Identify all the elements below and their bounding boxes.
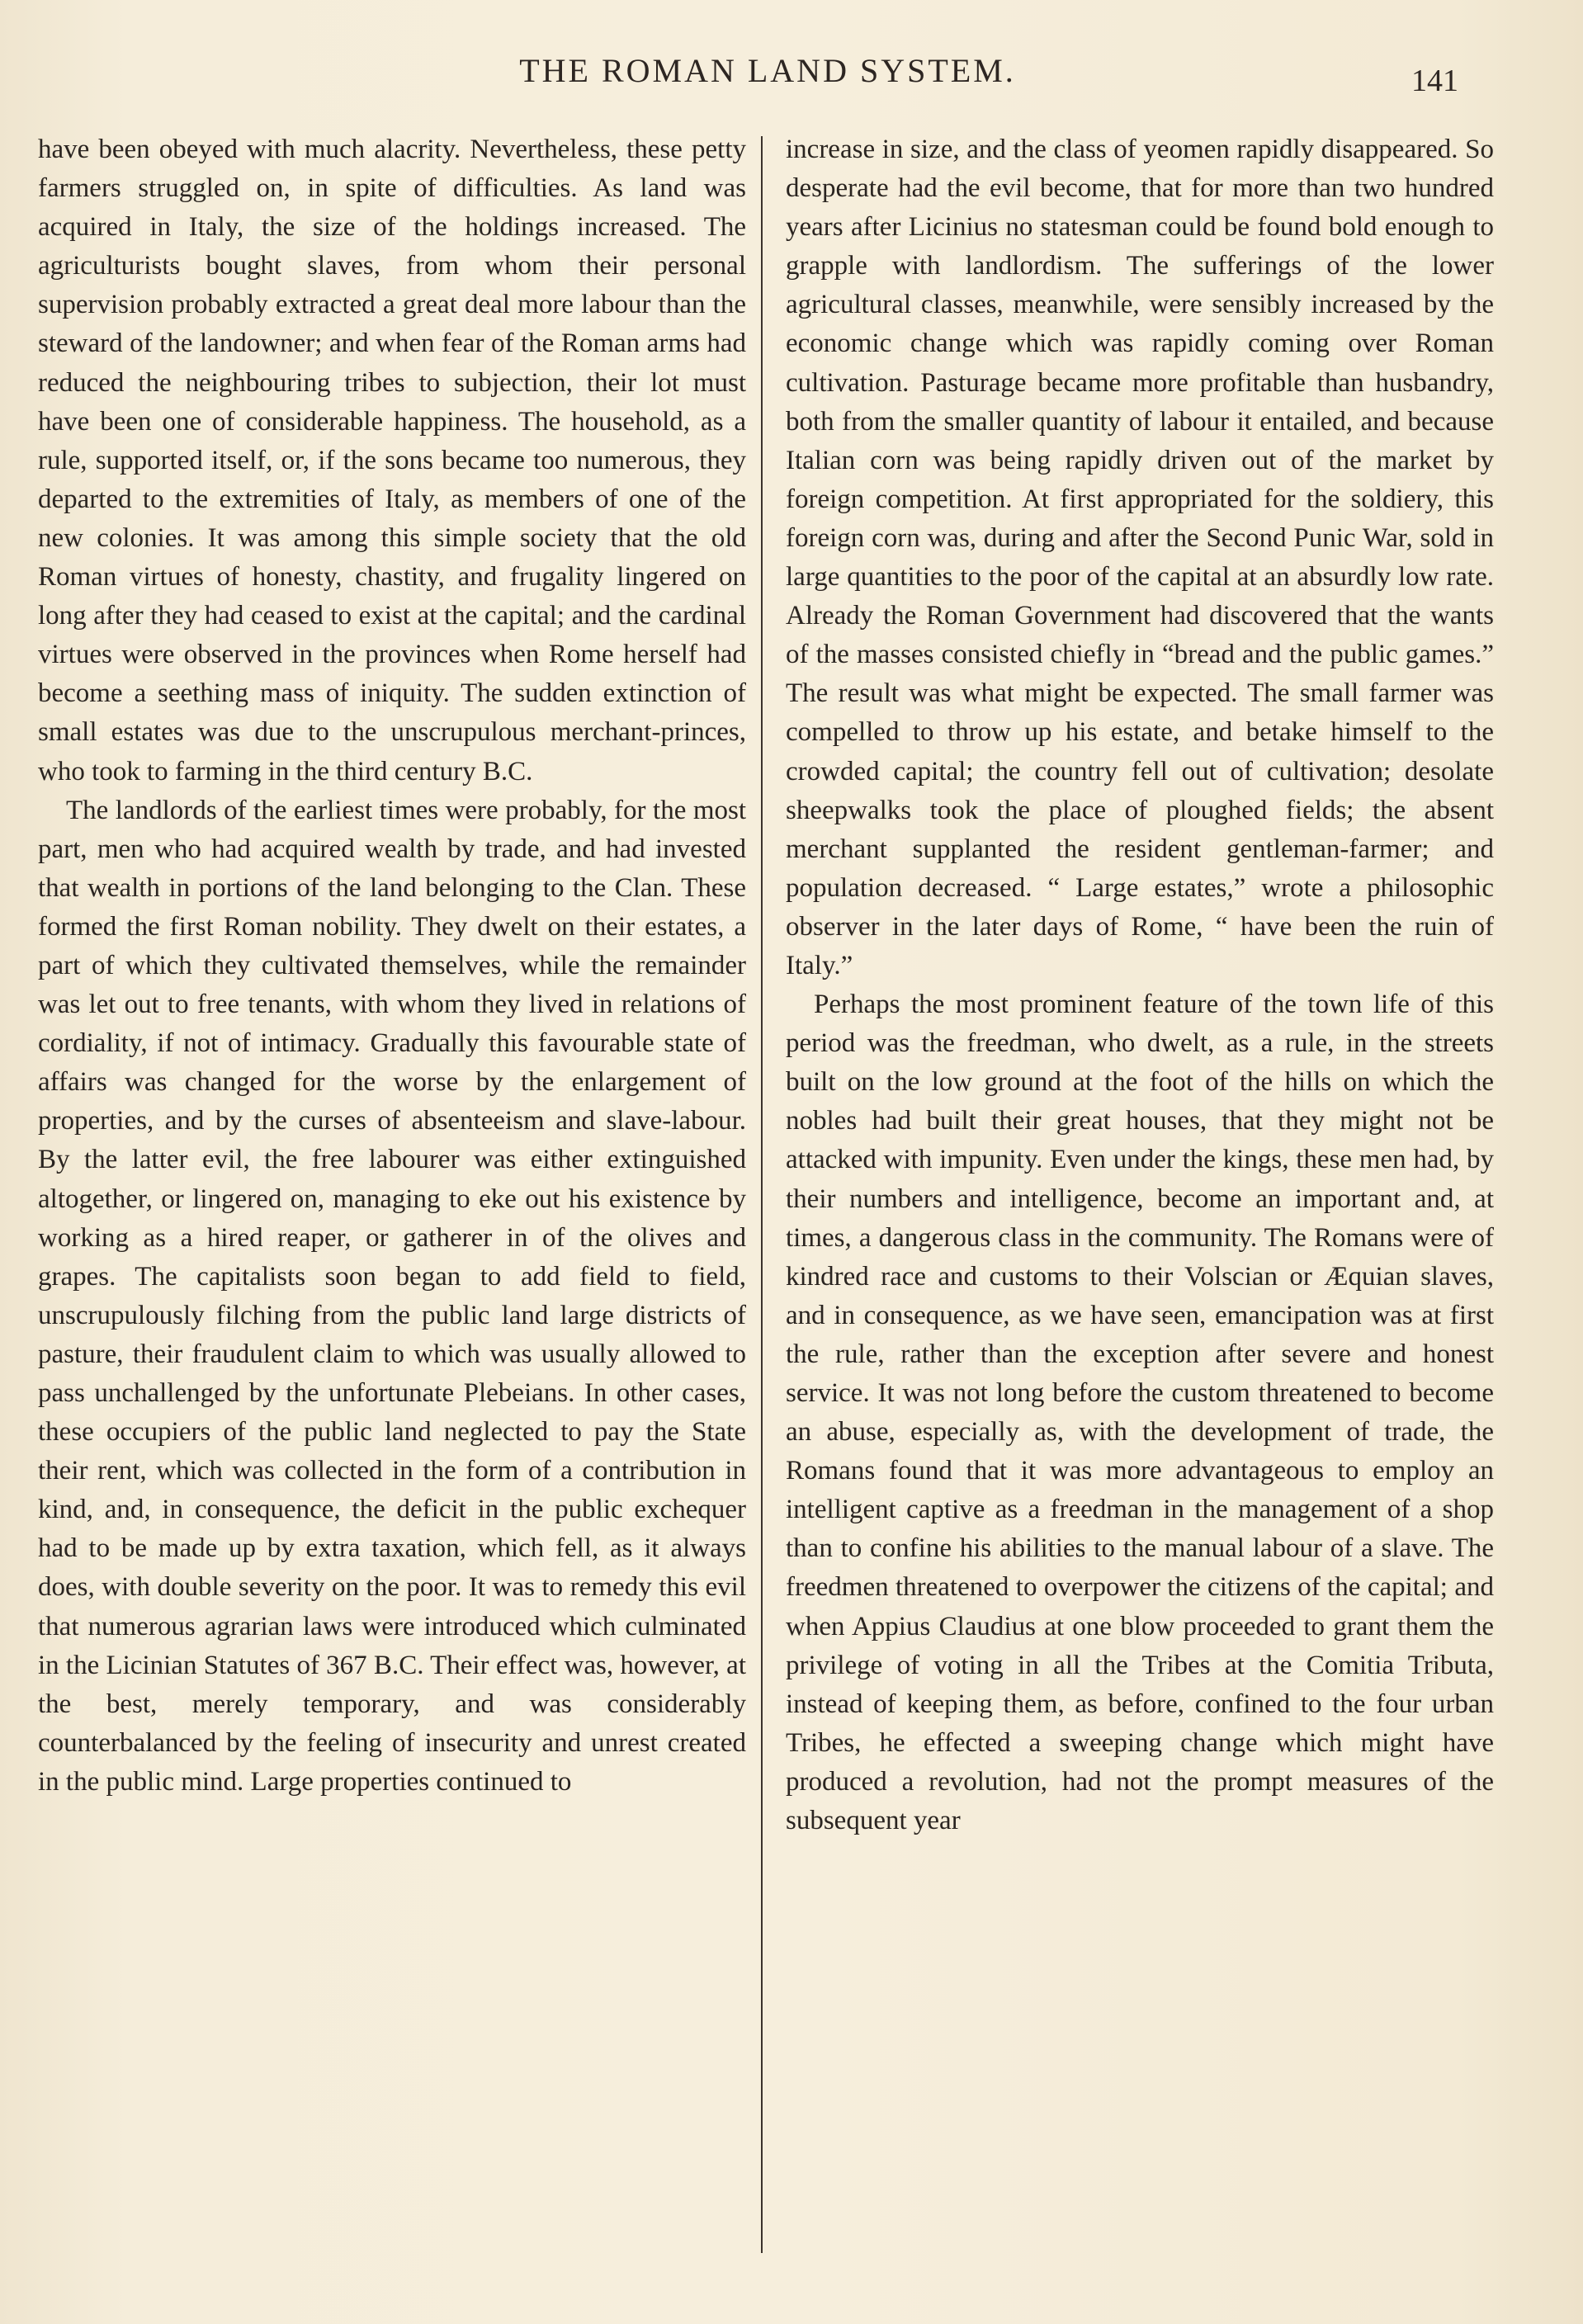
running-head	[0, 51, 1583, 101]
page-number: 141	[1411, 64, 1458, 98]
paragraph: Perhaps the most prominent feature of the town life of this period was the freedman, who dwelt, as a rule, in the streets built on the low ground at the foot of the hills on which the nobles had built their great houses, that they might not be attacked with impunity. Even under the kings, these men had, by their numbers and intelligence, become an important and, at times, a dangerous class in the community. The Romans were of kindred race and customs to their Volscian or Æquian slaves, and in consequence, as we have seen, emancipation was at first the rule, rather than the exception after severe and honest service. It was not long before the custom threatened to become an abuse, especially as, with the development of trade, the Romans found that it was more advantageous to employ an intelligent captive as a freedman in the management of a shop than to confine his abilities to the manual labour of a slave. The freedmen threatened to overpower the citizens of the capital; and when Appius Claudius at one blow proceeded to grant them the privilege of voting in all the Tribes at the Comitia Tributa, instead of keeping them, as before, confined to the four urban Tribes, he effected a sweeping change which might have produced a revolution, had not the prompt measures of the subsequent year	[786, 990, 1494, 1836]
paragraph: have been obeyed with much alacrity. Nevertheless, these petty farmers struggled on, in spite of difficulties. As land was acquired in Italy, the size of the holdings increased. The agriculturists bought slaves, from whom their personal supervision probably extracted a great deal more labour than the steward of the landowner; and when fear of the Roman arms had reduced the neighbouring tribes to subjection, their lot must have been one of considerable happiness. The household, as a rule, supported itself, or, if the sons became too numerous, they departed to the extremities of Italy, as members of one of the new colonies. It was among this simple society that the old Roman virtues of honesty, chastity, and frugality lingered on long after they had ceased to exist at the capital; and the cardinal virtues were observed in the provinces when Rome herself had become a seething mass of iniquity. The sudden extinction of small estates was due to the unscrupulous merchant-princes, who took to farming in the third century B.C.	[38, 135, 746, 786]
paragraph: increase in size, and the class of yeomen rapidly disappeared. So desperate had the evil become, that for more than two hundred years after Licinius no statesman could be found bold enough to grapple with landlordism. The sufferings of the lower agricultural classes, meanwhile, were sensibly increased by the economic change which was rapidly coming over Roman cultivation. Pasturage became more profitable than husbandry, both from the smaller quantity of labour it entailed, and because Italian corn was being rapidly driven out of the market by foreign competition. At first appropriated for the soldiery, this foreign corn was, during and after the Second Punic War, sold in large quantities to the poor of the capital at an absurdly low rate. Already the Roman Government had discovered that the wants of the masses consisted chiefly in “bread and the public games.” The result was what might be expected. The small farmer was compelled to throw up his estate, and betake himself to the crowded capital; the country fell out of cultivation; desolate sheepwalks took the place of ploughed fields; the absent merchant supplanted the resident gentleman-farmer; and population decreased. “ Large estates,” wrote a philosophic observer in the later days of Rome, “ have been the ruin of Italy.”	[786, 135, 1494, 980]
left-column	[38, 130, 746, 2276]
running-title: THE ROMAN LAND SYSTEM.	[519, 52, 1016, 89]
column-divider	[761, 136, 763, 2253]
right-column	[786, 130, 1494, 2276]
paragraph: The landlords of the earliest times were probably, for the most part, men who had acquired wealth by trade, and had invested that wealth in portions of the land belonging to the Clan. These formed the first Roman nobility. They dwelt on their estates, a part of which they cultivated themselves, while the remainder was let out to free tenants, with whom they lived in relations of cordiality, if not of intimacy. Gradually this favourable state of affairs was changed for the worse by the enlargement of properties, and by the curses of absenteeism and slave-labour. By the latter evil, the free labourer was either extinguished altogether, or lingered on, managing to eke out his existence by working as a hired reaper, or gatherer in of the olives and grapes. The capitalists soon began to add field to field, unscrupulously filching from the public land large districts of pasture, their fraudulent claim to which was usually allowed to pass unchallenged by the unfortunate Plebeians. In other cases, these occupiers of the public land neglected to pay the State their rent, which was collected in the form of a contribution in kind, and, in consequence, the deficit in the public exchequer had to be made up by extra taxation, which fell, as it always does, with double severity on the poor. It was to remedy this evil that numerous agrarian laws were introduced which culminated in the Licinian Statutes of 367 B.C. Their effect was, however, at the best, merely temporary, and was considerably counterbalanced by the feeling of insecurity and unrest created in the public mind. Large properties continued to	[38, 795, 746, 1797]
